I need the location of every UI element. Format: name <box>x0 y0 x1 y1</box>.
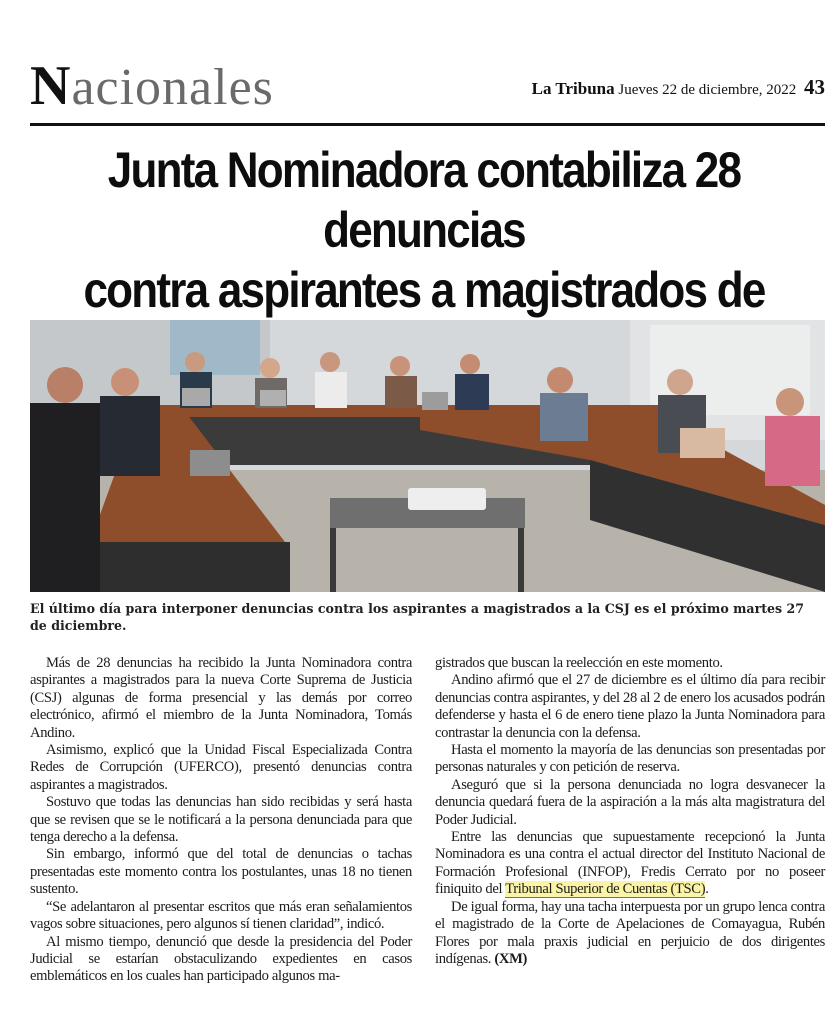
infop-text-before: Entre las denuncias que supuestamente recepcionó la Junta Nominadora es una contra el actual director del Instituto Nacional de Formación Profesional (INFOP), Fredis Cerrato por no poseer finiquito del <box>435 829 825 898</box>
header-rule <box>30 123 825 126</box>
headline-line-1: Junta Nominadora contabiliza 28 denuncias <box>107 142 741 258</box>
paragraph: “Se adelantaron al presentar escritos que más eran señalamientos vagos sobre situaciones, pero algunos sí tienen claridad”, indicó. <box>30 898 412 933</box>
page-number: 43 <box>804 75 825 99</box>
photo-caption: El último día para interponer denuncias contra los aspirantes a magistrados a la CSJ es el próximo martes 27 de diciembre. <box>30 601 805 633</box>
publication-date: Jueves 22 de diciembre, 2022 <box>618 82 797 98</box>
author-signature: (XM) <box>494 950 528 967</box>
highlighted-text: Tribunal Superior de Cuentas (TSC) <box>505 881 706 898</box>
article-photo <box>30 320 825 592</box>
paragraph: Hasta el momento la mayoría de las denuncias son presentadas por personas naturales y con petición de reserva. <box>435 742 825 776</box>
article-column-left <box>30 655 412 986</box>
paragraph: Asimismo, explicó que la Unidad Fiscal Especializada Contra Redes de Corrupción (UFERCO), presentó denuncias contra aspirantes a magistrados. <box>30 742 412 793</box>
paragraph: Al mismo tiempo, denunció que desde la presidencia del Poder Judicial se estarían obstaculizando expedientes en casos emblemáticos en los cuales han participado algunos ma- <box>30 933 412 985</box>
meeting-room-photo <box>30 320 825 592</box>
section-title-initial: N <box>30 55 72 117</box>
paragraph: Andino afirmó que el 27 de diciembre es el último día para recibir denuncias contra aspirantes, y del 28 al 2 de enero los acusados podrán defenderse y hasta el 6 de enero tiene plazo la Junta Nominadora para contrastar la denuncia con la defensa. <box>435 672 825 741</box>
paragraph-final <box>435 899 825 969</box>
paragraph: Más de 28 denuncias ha recibido la Junta Nominadora contra aspirantes a magistrados para la nueva Corte Suprema de Justicia (CSJ) algunas de forma presencial y las demás por correo electrónico, afirmó el miembro de la Junta Nominadora, Tomás Andino. <box>30 655 412 741</box>
paragraph: Sostuvo que todas las denuncias han sido recibidas y será hasta que se revisen que se le notificará a la persona denunciada para que tenga derecho a la defensa. <box>30 794 412 846</box>
headline-line-2: contra aspirantes a magistrados de <box>83 262 765 318</box>
paragraph: Sin embargo, informó que del total de denuncias o tachas presentadas este momento contra los postulantes, unas 18 no tienen sustento. <box>30 846 412 898</box>
paragraph-infop <box>435 829 825 899</box>
infop-text-after: . <box>705 881 709 898</box>
paragraph-continuation: gistrados que buscan la reelección en este momento. <box>435 655 723 671</box>
masthead <box>532 76 825 101</box>
section-title-rest: acionales <box>71 59 274 116</box>
paragraph: Aseguró que si la persona denunciada no logra desvanecer la denuncia quedará fuera de la aspiración a la más alta magistratura del Poder Judicial. <box>435 776 825 828</box>
page-header <box>30 56 825 126</box>
article-body <box>30 655 825 1020</box>
newspaper-name: La Tribuna <box>531 79 615 98</box>
final-paragraph-text: De igual forma, hay una tacha interpuesta por un grupo lenca contra el magistrado de la Corte de Apelaciones de Comayagua, Rubén Flores por mala praxis judicial en perjuicio de dos dirigentes indígenas. <box>435 898 825 967</box>
section-title <box>30 56 274 118</box>
article-column-right <box>435 655 825 968</box>
